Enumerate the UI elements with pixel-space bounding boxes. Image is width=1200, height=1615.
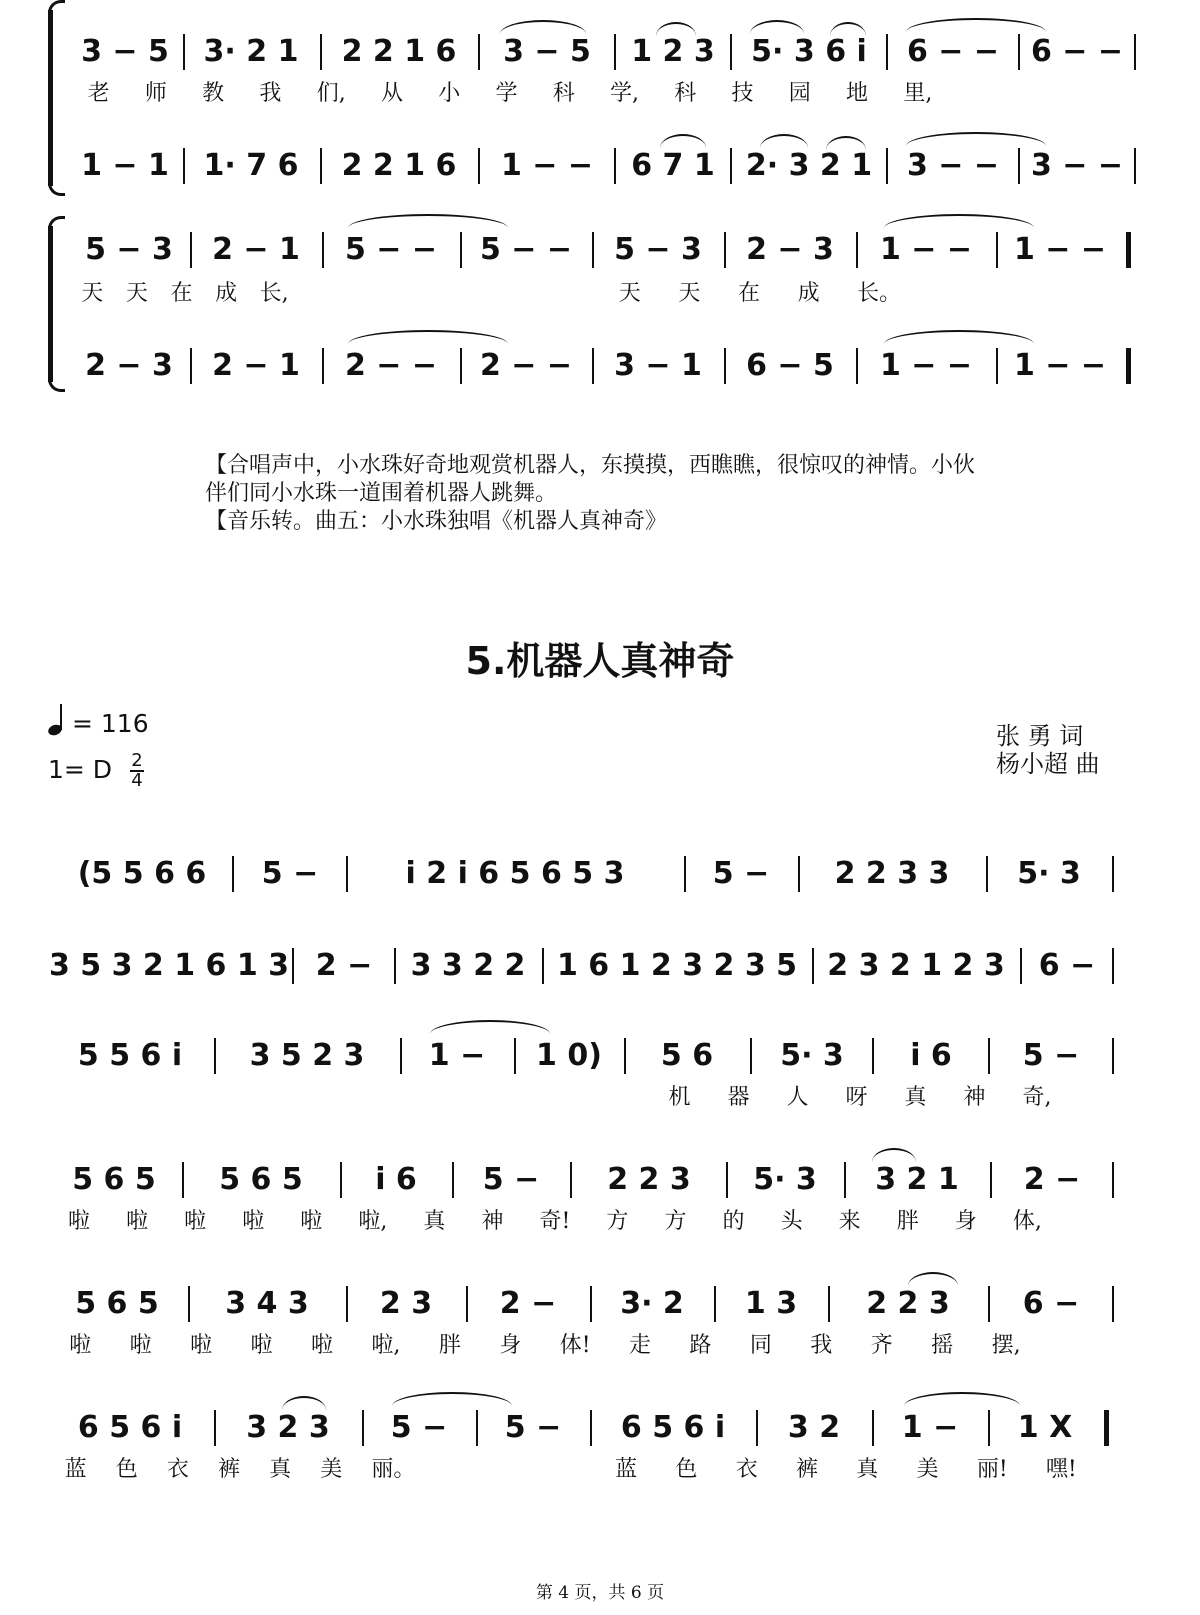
barline	[1112, 1162, 1114, 1198]
lyric: 啦	[300, 1208, 323, 1234]
measure: 3 − 5	[81, 33, 169, 69]
barline	[1112, 1286, 1114, 1322]
lyric: 长,	[259, 280, 289, 306]
barline	[856, 232, 858, 268]
barline	[400, 1038, 402, 1074]
barline	[214, 1038, 216, 1074]
measure: 5· 3	[753, 1161, 817, 1197]
measure: i 2 i 6 5 6 5 3	[405, 855, 625, 891]
barline	[478, 148, 480, 184]
barline	[460, 232, 462, 268]
system2-lyrics-b	[600, 276, 920, 306]
measure: 5 − −	[479, 231, 573, 267]
barline	[988, 1410, 990, 1446]
measure: 5 − −	[344, 231, 438, 267]
lyric: 啦	[68, 1208, 91, 1234]
barline	[460, 348, 462, 384]
lyric: 园	[788, 80, 811, 106]
measure: 6 −	[1038, 947, 1096, 983]
barline	[856, 348, 858, 384]
measure: 6 7 1	[631, 147, 715, 183]
lyric: 器	[727, 1084, 750, 1110]
barline	[844, 1162, 846, 1198]
melody-row-6	[0, 1404, 1200, 1450]
barline	[730, 148, 732, 184]
lyric: 奇!	[539, 1208, 571, 1234]
barline	[990, 1162, 992, 1198]
measure: 2 2 1 6	[341, 147, 457, 183]
measure: 2 − 1	[212, 347, 300, 383]
barline	[724, 232, 726, 268]
measure: 5 −	[261, 855, 319, 891]
barline	[624, 1038, 626, 1074]
measure: 3 2 3	[246, 1409, 330, 1445]
measure: 3 2	[787, 1409, 841, 1445]
barline	[1018, 34, 1020, 70]
barline	[542, 948, 544, 984]
lyric: 在	[170, 280, 193, 306]
barline	[340, 1162, 342, 1198]
measure: 2 − 1	[212, 231, 300, 267]
barline	[726, 1162, 728, 1198]
slur	[656, 22, 696, 36]
melody-row-6-lyrics-a	[50, 1452, 430, 1482]
key-signature	[48, 752, 144, 790]
barline	[320, 34, 322, 70]
melody-row-3	[0, 1032, 1200, 1078]
lyric: 啦,	[358, 1208, 388, 1234]
lyric: 科	[552, 80, 575, 106]
measure: 3· 2 1	[203, 33, 299, 69]
barline	[590, 1286, 592, 1322]
song-title: 5.机器人真神奇	[465, 639, 735, 683]
barline	[346, 1286, 348, 1322]
lyric: 裤	[217, 1456, 240, 1482]
lyric: 摆,	[991, 1332, 1021, 1358]
lyric: 摇	[931, 1332, 954, 1358]
slur	[830, 22, 866, 36]
lyric: 走	[628, 1332, 651, 1358]
measure: 1 − −	[879, 231, 973, 267]
barline	[1134, 148, 1136, 184]
lyric: 路	[689, 1332, 712, 1358]
measure: i 6	[375, 1161, 417, 1197]
lyric: 胖	[438, 1332, 461, 1358]
lyric: 啦	[69, 1332, 92, 1358]
lyric: 身	[954, 1208, 977, 1234]
barline	[346, 856, 348, 892]
system2-lower-row	[0, 342, 1200, 388]
measure: 1 − −	[879, 347, 973, 383]
melody-row-5	[0, 1280, 1200, 1326]
barline	[986, 856, 988, 892]
lyric: 嘿!	[1045, 1456, 1077, 1482]
lyric: 美	[320, 1456, 343, 1482]
measure: 1 − −	[1013, 347, 1107, 383]
lyric: 方	[664, 1208, 687, 1234]
system1-upper-row	[0, 28, 1200, 74]
measure: 2 3	[379, 1285, 433, 1321]
tempo-marking	[48, 702, 149, 738]
lyric: 师	[144, 80, 167, 106]
key-label: 1= D	[48, 755, 113, 784]
measure: 6 5 6 i	[620, 1409, 726, 1445]
lyric: 啦	[184, 1208, 207, 1234]
lyricist: 张 勇 词	[996, 722, 1084, 750]
measure: 5 6	[660, 1037, 714, 1073]
barline	[1112, 1038, 1114, 1074]
lyric: 身	[499, 1332, 522, 1358]
slur	[906, 18, 1046, 32]
measure: 3 − −	[1030, 147, 1124, 183]
lyric: 来	[838, 1208, 861, 1234]
final-barline	[1126, 348, 1131, 384]
lyric: 呀	[845, 1084, 868, 1110]
barline	[320, 148, 322, 184]
measure: 6 − −	[1030, 33, 1124, 69]
slur	[826, 136, 866, 150]
lyric: 啦	[126, 1208, 149, 1234]
lyric: 啦	[250, 1332, 273, 1358]
barline	[872, 1038, 874, 1074]
measure: 3 3 2 2	[410, 947, 526, 983]
measure: 6 5 6 i	[77, 1409, 183, 1445]
lyric: 真	[856, 1456, 879, 1482]
lyric: 衣	[735, 1456, 758, 1482]
barline	[614, 148, 616, 184]
barline	[592, 348, 594, 384]
measure: 5 −	[1022, 1037, 1080, 1073]
barline	[812, 948, 814, 984]
slur	[760, 134, 808, 148]
lyric: 学	[495, 80, 518, 106]
stage-direction-line: 伴们同小水珠一道围着机器人跳舞。	[205, 481, 558, 506]
measure: 1 2 3	[631, 33, 715, 69]
lyric: 的	[722, 1208, 745, 1234]
slur	[348, 214, 508, 228]
barline	[886, 148, 888, 184]
lyric: 成	[215, 280, 238, 306]
lyric: 衣	[166, 1456, 189, 1482]
barline	[756, 1410, 758, 1446]
barline	[1134, 34, 1136, 70]
barline	[362, 1410, 364, 1446]
measure: i 6	[910, 1037, 952, 1073]
melody-row-2	[0, 942, 1200, 988]
lyric: 同	[749, 1332, 772, 1358]
slur	[500, 20, 586, 34]
final-barline	[1104, 1410, 1109, 1446]
measure: 5· 3	[780, 1037, 844, 1073]
measure: 2· 3 2 1	[745, 147, 873, 183]
melody-row-6-lyrics-b	[596, 1452, 1096, 1482]
barline	[190, 348, 192, 384]
measure: 5 −	[504, 1409, 562, 1445]
lyric: 真	[269, 1456, 292, 1482]
system1-lyrics	[70, 76, 950, 106]
lyric: 丽。	[371, 1456, 416, 1482]
measure: 2 2 3 3	[834, 855, 950, 891]
credits	[996, 722, 1126, 778]
barline	[988, 1038, 990, 1074]
measure: 3 − 1	[614, 347, 702, 383]
lyric: 啦	[129, 1332, 152, 1358]
barline	[182, 1162, 184, 1198]
measure: 2 −	[315, 947, 373, 983]
lyric: 天	[678, 280, 701, 306]
lyric: 裤	[795, 1456, 818, 1482]
lyric: 天	[618, 280, 641, 306]
barline	[614, 34, 616, 70]
stage-direction	[205, 452, 1065, 536]
lyric: 里,	[903, 80, 933, 106]
lyric: 体,	[1012, 1208, 1042, 1234]
barline	[1112, 856, 1114, 892]
barline	[322, 232, 324, 268]
lyric: 啦,	[371, 1332, 401, 1358]
measure: 2 2 3	[607, 1161, 691, 1197]
measure: 5 6 5	[72, 1161, 156, 1197]
barline	[1112, 948, 1114, 984]
lyric: 老	[87, 80, 110, 106]
slur	[904, 1392, 1020, 1406]
lyric: 人	[786, 1084, 809, 1110]
measure: 6 − −	[906, 33, 1000, 69]
measure: 3 2 1	[875, 1161, 959, 1197]
measure: 5 − 3	[614, 231, 702, 267]
lyric: 成	[797, 280, 820, 306]
lyric: 在	[737, 280, 760, 306]
lyric: 蓝	[615, 1456, 638, 1482]
barline	[886, 34, 888, 70]
barline	[684, 856, 686, 892]
system2-lyrics-a	[70, 276, 300, 306]
measure: 2 2 3	[866, 1285, 950, 1321]
barline	[996, 348, 998, 384]
melody-row-1	[0, 850, 1200, 896]
quarter-note-icon	[48, 702, 64, 736]
barline	[714, 1286, 716, 1322]
barline	[750, 1038, 752, 1074]
lyric: 方	[606, 1208, 629, 1234]
measure: 1 −	[901, 1409, 959, 1445]
lyric: 色	[115, 1456, 138, 1482]
slur	[906, 132, 1046, 146]
stage-direction-line: 【合唱声中，小水珠好奇地观赏机器人，东摸摸，西瞧瞧，很惊叹的神情。小伙	[205, 453, 976, 478]
barline	[1018, 148, 1020, 184]
measure: 5 5 6 i	[77, 1037, 183, 1073]
barline	[1020, 948, 1022, 984]
barline	[478, 34, 480, 70]
measure: 3 − 5	[503, 33, 591, 69]
barline	[828, 1286, 830, 1322]
lyric: 我	[259, 80, 282, 106]
time-top: 2	[131, 750, 143, 771]
composer: 杨小超 曲	[996, 750, 1100, 778]
slur	[430, 1020, 550, 1034]
measure: 5 6 5	[75, 1285, 159, 1321]
measure: 3 − −	[906, 147, 1000, 183]
lyric: 蓝	[64, 1456, 87, 1482]
measure: 1· 7 6	[203, 147, 299, 183]
measure: 5 6 5	[219, 1161, 303, 1197]
measure: 2 2 1 6	[341, 33, 457, 69]
page-footer: 第 4 页，共 6 页	[535, 1583, 665, 1603]
measure: 2 − 3	[746, 231, 834, 267]
measure: (5 5 6 6	[77, 855, 207, 891]
slur	[392, 1392, 512, 1406]
measure: 5 − 3	[85, 231, 173, 267]
barline	[730, 34, 732, 70]
lyric: 美	[916, 1456, 939, 1482]
system1-lower-row	[0, 142, 1200, 188]
measure: 6 −	[1022, 1285, 1080, 1321]
measure: 1 0)	[536, 1037, 602, 1073]
barline	[798, 856, 800, 892]
slur	[348, 330, 508, 344]
measure: 3 5 3 2 1 6 1 3	[48, 947, 290, 983]
barline	[214, 1410, 216, 1446]
barline	[514, 1038, 516, 1074]
measure: 3 4 3	[225, 1285, 309, 1321]
time-bottom: 4	[131, 770, 143, 791]
lyric: 啦	[190, 1332, 213, 1358]
lyric: 丽!	[976, 1456, 1008, 1482]
barline	[232, 856, 234, 892]
measure: 5 −	[482, 1161, 540, 1197]
lyric: 学,	[610, 80, 639, 106]
measure: 5 −	[390, 1409, 448, 1445]
barline	[322, 348, 324, 384]
barline	[996, 232, 998, 268]
slur	[884, 330, 1034, 344]
barline	[988, 1286, 990, 1322]
measure: 3 5 2 3	[249, 1037, 365, 1073]
barline	[466, 1286, 468, 1322]
measure: 2 3 2 1 2 3	[827, 947, 1005, 983]
barline	[570, 1162, 572, 1198]
barline	[476, 1410, 478, 1446]
lyric: 我	[810, 1332, 833, 1358]
barline	[394, 948, 396, 984]
measure: 5· 3	[1017, 855, 1081, 891]
barline	[188, 1286, 190, 1322]
barline	[590, 1410, 592, 1446]
lyric: 奇,	[1022, 1084, 1052, 1110]
slur	[750, 20, 804, 34]
lyric: 天	[81, 280, 104, 306]
slur	[884, 214, 1034, 228]
measure: 3· 2	[620, 1285, 684, 1321]
lyric: 体!	[559, 1332, 591, 1358]
lyric: 真	[904, 1084, 927, 1110]
melody-row-5-lyrics	[50, 1328, 1040, 1358]
barline	[872, 1410, 874, 1446]
lyric: 长。	[857, 280, 902, 306]
melody-row-4-lyrics	[50, 1204, 1060, 1234]
lyric: 地	[846, 80, 869, 106]
lyric: 色	[675, 1456, 698, 1482]
lyric: 天	[125, 280, 148, 306]
measure: 2 − 3	[85, 347, 173, 383]
system2-upper-row	[0, 226, 1200, 272]
measure: 5 −	[712, 855, 770, 891]
barline	[183, 34, 185, 70]
slur	[908, 1272, 958, 1286]
lyric: 从	[380, 80, 403, 106]
time-signature	[130, 752, 144, 790]
slur	[660, 134, 706, 148]
lyric: 胖	[896, 1208, 919, 1234]
measure: 2 −	[499, 1285, 557, 1321]
final-barline	[1126, 232, 1131, 268]
barline	[592, 232, 594, 268]
stage-direction-line: 【音乐转。曲五：小水珠独唱《机器人真神奇》	[205, 509, 668, 534]
lyric: 真	[423, 1208, 446, 1234]
measure: 1 X	[1017, 1409, 1073, 1445]
measure: 2 −	[1023, 1161, 1081, 1197]
measure: 6 − 5	[746, 347, 834, 383]
melody-row-4	[0, 1156, 1200, 1202]
slur	[872, 1148, 916, 1162]
barline	[183, 148, 185, 184]
melody-row-3-lyrics	[650, 1080, 1070, 1110]
lyric: 头	[780, 1208, 803, 1234]
barline	[292, 948, 294, 984]
lyric: 小	[438, 80, 461, 106]
lyric: 神	[963, 1084, 986, 1110]
barline	[724, 348, 726, 384]
measure: 1 3	[744, 1285, 798, 1321]
tempo-value: = 116	[72, 709, 149, 738]
measure: 1 − −	[1013, 231, 1107, 267]
measure: 1 − 1	[81, 147, 169, 183]
measure: 1 −	[428, 1037, 486, 1073]
lyric: 科	[674, 80, 697, 106]
lyric: 啦	[242, 1208, 265, 1234]
lyric: 啦	[310, 1332, 333, 1358]
measure: 5· 3 6 i	[751, 33, 867, 69]
lyric: 机	[668, 1084, 691, 1110]
barline	[190, 232, 192, 268]
barline	[452, 1162, 454, 1198]
measure: 2 − −	[479, 347, 573, 383]
lyric: 技	[731, 80, 754, 106]
lyric: 齐	[870, 1332, 893, 1358]
lyric: 们,	[316, 80, 346, 106]
measure: 1 6 1 2 3 2 3 5	[556, 947, 798, 983]
lyric: 教	[202, 80, 225, 106]
slur	[282, 1396, 326, 1410]
lyric: 神	[481, 1208, 504, 1234]
measure: 2 − −	[344, 347, 438, 383]
measure: 1 − −	[500, 147, 594, 183]
